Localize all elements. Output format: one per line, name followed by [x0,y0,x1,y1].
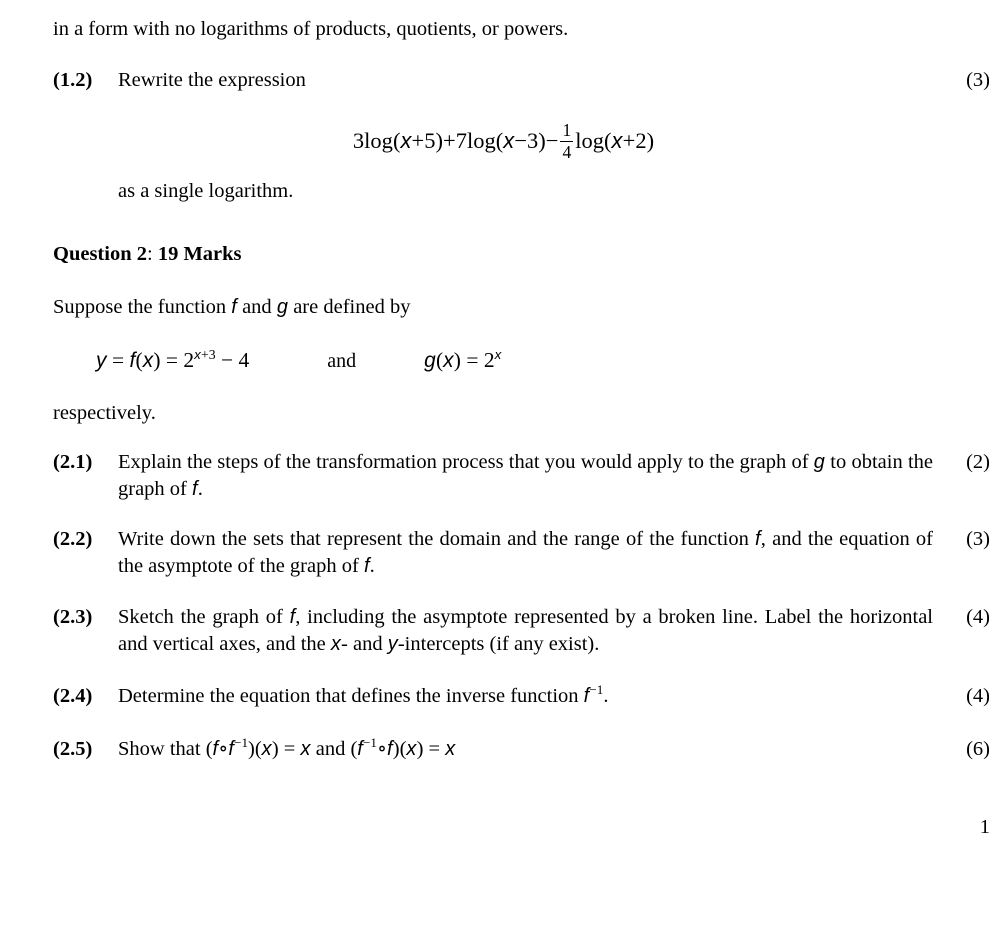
item-2-2 [53,526,990,580]
def-close-2: ) [453,348,461,372]
item-2-2-var-f2: f [363,555,370,577]
def-x-2: x [443,349,454,372]
question-2-colon: : [146,243,153,265]
eq-log-1: log [364,127,393,153]
eq-log-2: log [466,127,496,153]
eq-operator-plus: + [443,127,456,153]
item-2-3-part4: -intercepts (if any exist). [397,633,600,655]
expr1-f-second: f [228,738,235,760]
item-2-5-part1: Show that [118,738,206,760]
item-2-5-mark: (6) [966,738,990,760]
expr1-rhs: x [300,738,311,760]
item-2-2-part3: . [369,555,375,577]
eq-var-2: x [503,127,515,153]
def-y: y [96,349,107,372]
item-2-2-label: (2.2) [53,528,93,550]
item-2-5-text [118,736,933,763]
item-2-5-expression-2 [350,735,456,760]
item-1-2-closing-label: as a single logarithm. [118,180,294,202]
expr2-rhs: x [445,738,456,760]
def-minus: − [221,348,234,372]
expr2-f-first: f [357,738,364,760]
eq-coef-2: 7 [455,127,467,153]
def-exp-num: 3 [208,346,216,362]
item-2-2-part1: Write down the sets that represent the domain and the range of the function [118,528,756,550]
def-f: f [129,349,136,372]
expr1-f-first: f [212,738,219,760]
item-2-5-label: (2.5) [53,738,93,760]
def-exp-plus: + [201,346,209,362]
item-1-2-prompt: Rewrite the expression [118,69,306,91]
item-2-5-and: and [310,738,351,760]
question-2-heading [53,243,242,266]
eq-op-2: − [514,127,528,153]
intro-text-between: and [236,296,277,318]
eq-var-3: x [611,127,623,153]
eq-close-3: ) [646,127,655,153]
item-1-2-closing-text [118,178,988,205]
respectively-label: respectively. [53,402,156,424]
eq-open-1: ( [392,127,401,153]
eq-op-1: + [411,127,425,153]
item-1-2 [53,67,990,94]
item-2-4-label: (2.4) [53,685,93,707]
display-equation-logarithm [0,119,1007,163]
def-exponent-2 [495,347,502,362]
item-2-1-var-g: g [813,451,826,473]
expr2-open-paren: ( [350,738,358,760]
expr2-equals: = [428,738,441,760]
def-exponent-1 [194,347,216,362]
eq-close-1: ) [435,127,443,153]
trailing-text-label: in a form with no logarithms of products, quotients, or powers. [53,18,569,40]
item-2-3 [53,604,990,658]
eq-close-2: ) [538,127,546,153]
question-2-marks: 19 Marks [157,243,242,265]
item-2-4-part2: . [603,685,609,707]
item-2-1-label: (2.1) [53,451,93,473]
eq-open-3: ( [604,127,612,153]
def-open-2: ( [435,348,444,372]
item-2-1 [53,449,990,503]
expr1-exponent: −1 [234,735,249,751]
def-base-2: 2 [483,348,495,372]
expr1-arg-open: ( [254,738,262,760]
item-1-2-label: (1.2) [53,69,93,91]
item-2-3-text [118,604,933,658]
item-2-3-part2: , including the asymptote represented by a broken line. Label the horizontal and vertical axes, and the [118,606,933,655]
fraction-numerator: 1 [562,119,572,140]
def-equals-2: = [165,348,178,372]
expr2-close-paren: ) [392,738,400,760]
eq-op-3: + [622,127,636,153]
expr2-arg-x: x [406,738,417,760]
eq-open-2: ( [495,127,504,153]
item-2-1-part2: to obtain the graph of [118,451,934,500]
eq-num-3: 2 [635,127,647,153]
item-1-2-text [118,67,933,94]
question-2-respectively [53,400,990,427]
expr1-equals: = [283,738,296,760]
eq-num-2: 3 [527,127,539,153]
eq-num-1: 5 [424,127,436,153]
item-2-2-var-f1: f [755,528,761,550]
item-2-4 [53,683,990,710]
expr1-close-paren: ) [248,738,255,760]
item-2-1-var-f: f [192,478,198,500]
intro-var-g: g [276,296,289,318]
page-number [980,816,990,839]
expr1-arg-x: x [261,738,272,760]
def-g: g [424,349,436,372]
def-four: 4 [238,348,250,372]
item-2-1-text [118,449,933,503]
item-2-3-mark: (4) [966,606,990,628]
expr2-f-second: f [387,738,393,760]
def-open-1: ( [135,348,143,372]
item-1-2-mark: (3) [966,69,990,91]
item-2-3-part3: - and [341,633,388,655]
item-2-3-var-f: f [289,606,296,628]
eq-log-3: log [575,127,605,153]
expr2-exponent: −1 [363,735,377,751]
item-2-1-part1: Explain the steps of the transformation process that you would apply to the graph of [118,451,814,473]
item-2-2-mark: (3) [966,528,990,550]
eq-fraction-one-quarter [560,121,573,162]
eq-var-1: x [400,127,412,153]
function-definitions [96,348,501,373]
def-x-1: x [142,349,154,372]
item-2-2-text [118,526,933,580]
expr2-arg-open: ( [399,738,407,760]
item-2-4-part1: Determine the equation that defines the inverse function [118,685,584,707]
clipped-equation-fragment [53,0,953,8]
item-2-5-expression-1 [205,735,311,760]
item-2-1-mark: (2) [966,451,990,473]
item-2-4-text [118,683,933,710]
intro-text-after: are defined by [288,296,411,318]
item-2-2-part2: , and the equation of the asymptote of the graph of [118,528,934,577]
eq-operator-minus: − [545,127,559,153]
def-equals-3: = [466,348,479,372]
item-2-3-var-x: x [330,633,342,655]
fraction-denominator: 4 [562,142,572,163]
expr2-arg-close: ) [416,738,424,760]
eq-coef-1: 3 [352,127,365,153]
def-exp-x: x [194,346,201,362]
question-2-title: Question 2 [53,243,147,265]
item-2-4-exponent: −1 [589,682,604,698]
expr2-compose-symbol: ∘ [376,738,388,760]
item-2-3-var-y: y [387,633,398,655]
expr1-arg-close: ) [271,738,279,760]
item-2-5 [53,736,990,763]
def-and-word: and [327,350,357,372]
def-base-1: 2 [183,348,195,372]
expr1-open-paren: ( [205,738,213,760]
question-1-1-trailing-text [53,16,990,43]
def-equals-1: = [112,348,125,372]
item-2-1-part3: . [197,478,203,500]
intro-var-f: f [231,296,237,318]
page-number-value: 1 [979,816,990,838]
item-2-4-var-f: f [583,685,590,707]
intro-text-before: Suppose the function [53,296,232,318]
item-2-4-mark: (4) [966,685,990,707]
expr1-compose-symbol: ∘ [218,738,229,760]
question-2-intro [53,294,990,321]
item-2-3-part1: Sketch the graph of [118,606,290,628]
def-exp2-x: x [494,346,502,362]
def-close-1: ) [153,348,161,372]
item-2-3-label: (2.3) [53,606,93,628]
